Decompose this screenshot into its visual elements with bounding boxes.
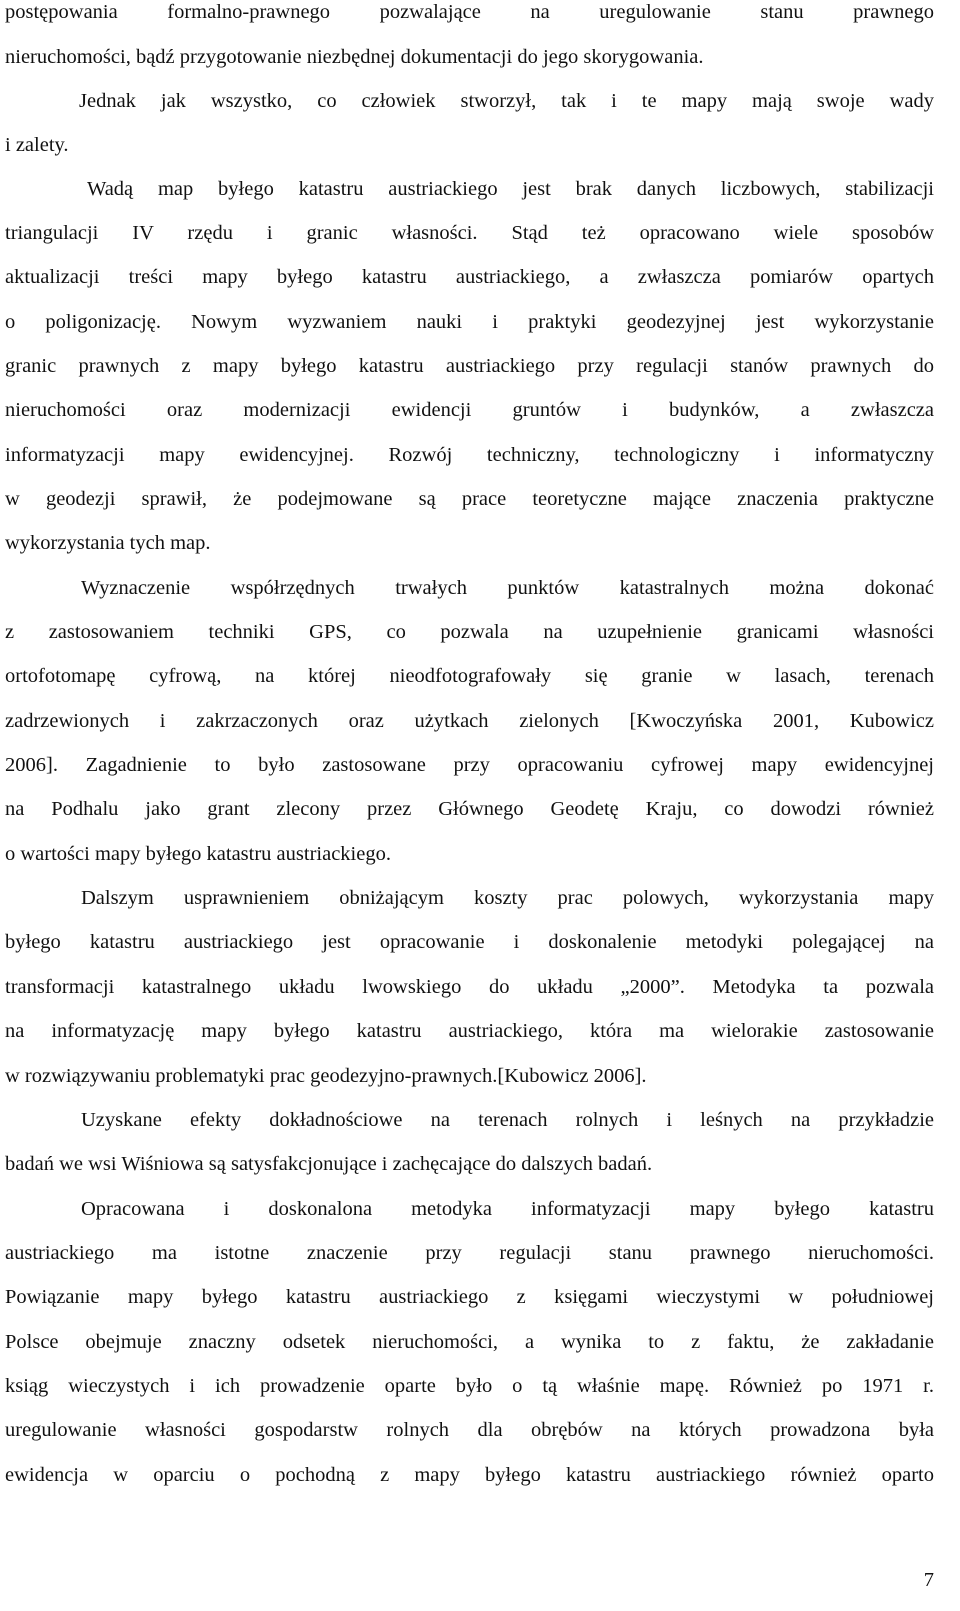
text-line: Jednak jak wszystko, co człowiek stworzył, tak i te mapy mają swoje wady	[79, 90, 934, 112]
text-line: ksiąg wieczystych i ich prowadzenie oparte było o tą właśnie mapę. Również po 1971 r.	[5, 1375, 934, 1397]
text-line: granic prawnych z mapy byłego katastru austriackiego przy regulacji stanów prawnych do	[5, 355, 934, 377]
text-line: postępowania formalno-prawnego pozwalające na uregulowanie stanu prawnego	[5, 1, 934, 23]
text-line: transformacji katastralnego układu lwowskiego do układu „2000”. Metodyka ta pozwala	[5, 976, 934, 998]
text-line: w rozwiązywaniu problematyki prac geodezyjno-prawnych.[Kubowicz 2006].	[5, 1065, 647, 1087]
text-line: Opracowana i doskonalona metodyka informatyzacji mapy byłego katastru	[81, 1198, 934, 1220]
text-line: w geodezji sprawił, że podejmowane są prace teoretyczne mające znaczenia praktyczne	[5, 488, 934, 510]
text-line: nieruchomości, bądź przygotowanie niezbędnej dokumentacji do jego skorygowania.	[5, 46, 704, 68]
text-line: na informatyzację mapy byłego katastru austriackiego, która ma wielorakie zastosowanie	[5, 1020, 934, 1042]
text-line: o wartości mapy byłego katastru austriackiego.	[5, 843, 391, 865]
text-line: zadrzewionych i zakrzaczonych oraz użytkach zielonych [Kwoczyńska 2001, Kubowicz	[5, 710, 934, 732]
text-line: na Podhalu jako grant zlecony przez Głównego Geodetę Kraju, co dowodzi również	[5, 798, 934, 820]
text-line: i zalety.	[5, 134, 69, 156]
text-line: wykorzystania tych map.	[5, 532, 211, 554]
text-line: nieruchomości oraz modernizacji ewidencji gruntów i budynków, a zwłaszcza	[5, 399, 934, 421]
text-line: Polsce obejmuje znaczny odsetek nieruchomości, a wynika to z faktu, że zakładanie	[5, 1331, 934, 1353]
text-line: ortofotomapę cyfrową, na której nieodfotografowały się granie w lasach, terenach	[5, 665, 934, 687]
text-line: ewidencja w oparciu o pochodną z mapy byłego katastru austriackiego również oparto	[5, 1464, 934, 1486]
text-line: Dalszym usprawnieniem obniżającym koszty prac polowych, wykorzystania mapy	[81, 887, 934, 909]
text-line: Powiązanie mapy byłego katastru austriackiego z księgami wieczystymi w południowej	[5, 1286, 934, 1308]
text-line: Wyznaczenie współrzędnych trwałych punktów katastralnych można dokonać	[81, 577, 934, 599]
page-number: 7	[923, 1569, 934, 1591]
text-line: o poligonizację. Nowym wyzwaniem nauki i praktyki geodezyjnej jest wykorzystanie	[5, 311, 934, 333]
text-line: Wadą map byłego katastru austriackiego jest brak danych liczbowych, stabilizacji	[87, 178, 934, 200]
text-line: informatyzacji mapy ewidencyjnej. Rozwój techniczny, technologiczny i informatyczny	[5, 444, 934, 466]
text-line: 2006]. Zagadnienie to było zastosowane przy opracowaniu cyfrowej mapy ewidencyjnej	[5, 754, 934, 776]
text-line: uregulowanie własności gospodarstw rolnych dla obrębów na których prowadzona była	[5, 1419, 934, 1441]
text-line: byłego katastru austriackiego jest opracowanie i doskonalenie metodyki polegającej na	[5, 931, 934, 953]
text-line: aktualizacji treści mapy byłego katastru austriackiego, a zwłaszcza pomiarów opartych	[5, 266, 934, 288]
text-line: austriackiego ma istotne znaczenie przy regulacji stanu prawnego nieruchomości.	[5, 1242, 934, 1264]
text-line: badań we wsi Wiśniowa są satysfakcjonujące i zachęcające do dalszych badań.	[5, 1153, 653, 1175]
text-line: z zastosowaniem techniki GPS, co pozwala na uzupełnienie granicami własności	[5, 621, 934, 643]
text-line: Uzyskane efekty dokładnościowe na terenach rolnych i leśnych na przykładzie	[81, 1109, 934, 1131]
text-line: triangulacji IV rzędu i granic własności. Stąd też opracowano wiele sposobów	[5, 222, 934, 244]
